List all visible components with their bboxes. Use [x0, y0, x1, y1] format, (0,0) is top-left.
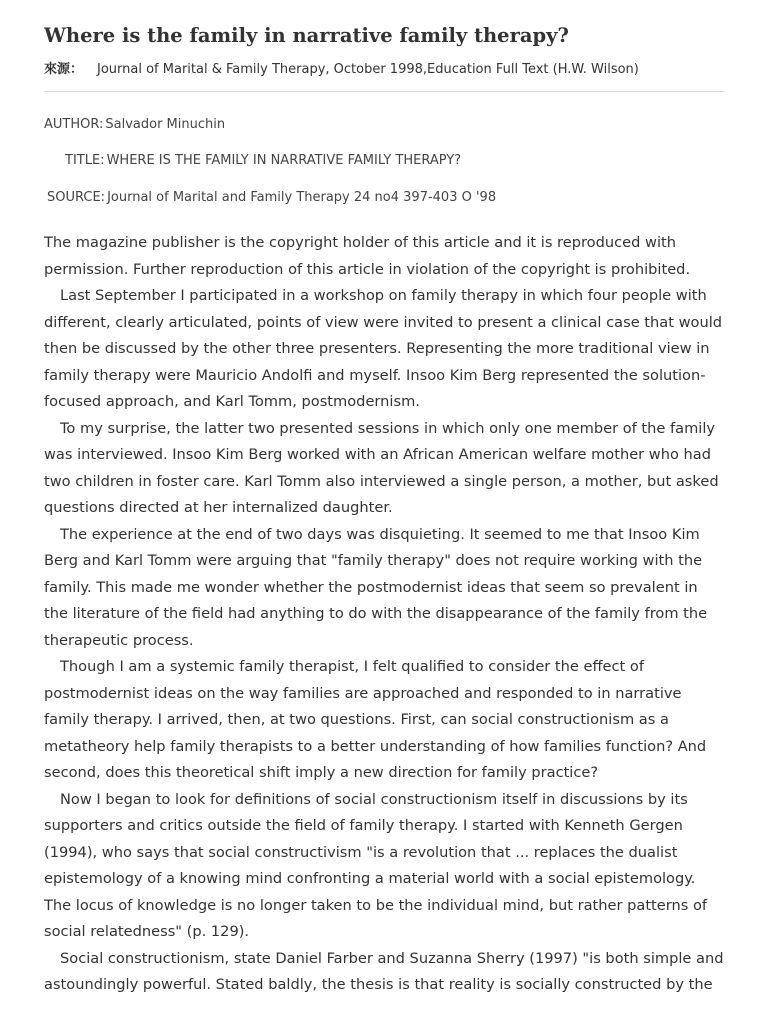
article-paragraph: Though I am a systemic family therapist, I felt qualified to consider the effect of postmodernist ideas on the way families are approached and responded to in narrative family therapy. I arrived, then, at two questions. First, can social constructionism as a metatheory help family therapists to a better understanding of how families function? And second, does this theoretical shift imply a new direction for family practice? — [44, 658, 707, 781]
source-line — [44, 58, 639, 77]
header-divider — [44, 91, 725, 92]
meta-source — [47, 190, 496, 205]
article-paragraph: Now I began to look for definitions of social constructionism itself in discussions by its supporters and critics outside the field of family therapy. I started with Kenneth Gergen (1994), who says that social constructivism "is a revolution that ... replaces the dualist epistemology of a knowing mind confronting a material world with a social epistemology. The locus of knowledge is no longer taken to be the individual mind, but rather patterns of social relatedness" (p. 129). — [44, 790, 708, 940]
meta-author — [44, 117, 225, 132]
source-meta-label: SOURCE: — [47, 190, 106, 205]
meta-title — [65, 153, 461, 168]
source-value: Journal of Marital & Family Therapy, October 1998,Education Full Text (H.W. Wilson) — [97, 62, 639, 77]
article-paragraph: The magazine publisher is the copyright holder of this article and it is reproduced with permission. Further reproduction of this article in violation of the copyright is prohibited. — [44, 234, 691, 278]
title-label: TITLE: — [65, 153, 105, 168]
article-paragraph: Social constructionism, state Daniel Farber and Suzanna Sherry (1997) "is both simple and astoundingly powerful. Stated baldly, the thesis is that reality is socially constructed by the — [44, 949, 724, 993]
source-meta-value: Journal of Marital and Family Therapy 24 no4 397-403 O '98 — [107, 190, 497, 205]
source-label: 來源： — [44, 62, 84, 77]
author-label: AUTHOR: — [44, 117, 104, 132]
article-paragraph: To my surprise, the latter two presented sessions in which only one member of the family was interviewed. Insoo Kim Berg worked with an African American welfare mother who had two children in foster care. Karl Tomm also interviewed a single person, a mother, but asked questions directed at her internalized daughter. — [44, 419, 719, 516]
title-value: WHERE IS THE FAMILY IN NARRATIVE FAMILY THERAPY? — [106, 153, 462, 168]
article-paragraph: The experience at the end of two days was disquieting. It seemed to me that Insoo Kim Berg and Karl Tomm were arguing that "family therapy" does not require working with the family. This made me wonder whether the postmodernist ideas that seem so prevalent in the literature of the field had anything to do with the disappearance of the family from the therapeutic process. — [44, 525, 708, 649]
article-body — [44, 230, 725, 1024]
page-title: Where is the family in narrative family therapy? — [44, 24, 569, 47]
author-value: Salvador Minuchin — [105, 117, 226, 132]
article-paragraph: Last September I participated in a workshop on family therapy in which four people with different, clearly articulated, points of view were invited to present a clinical case that would then be discussed by the other three presenters. Representing the more traditional view in family therapy were Mauricio Andolfi and myself. Insoo Kim Berg represented the solution-focused approach, and Karl Tomm, postmodernism. — [44, 287, 723, 410]
